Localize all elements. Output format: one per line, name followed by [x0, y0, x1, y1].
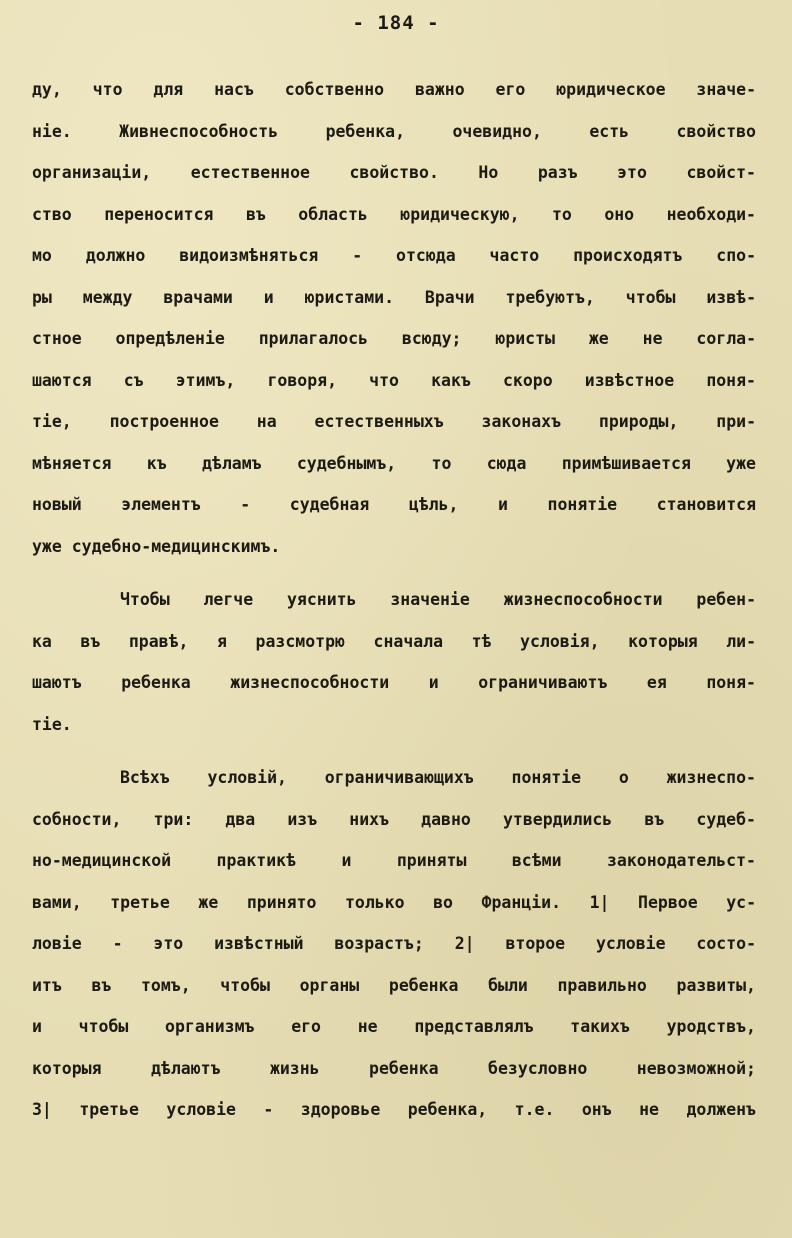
text-line: шаютъ ребенка жизнеспособности и ограничиваютъ ея поня- — [32, 673, 756, 692]
text-line: 3| третье условiе - здоровье ребенка, т.е. онъ не долженъ — [32, 1100, 756, 1119]
text-line: стное опредѣленiе прилагалось всюду; юристы же не согла- — [32, 329, 756, 348]
text-line: но-медицинской практикѣ и приняты всѣми законодательст- — [32, 851, 756, 870]
text-line: которыя дѣлаютъ жизнь ребенка безусловно невозможной; — [32, 1058, 756, 1078]
text-line: тiе, построенное на естественныхъ законахъ природы, при- — [32, 412, 756, 431]
text-line: ловiе - это извѣстный возрастъ; 2| второе условiе состо- — [32, 934, 756, 953]
text-line: мо должно видоизмѣняться - отсюда часто происходятъ спо- — [32, 246, 756, 265]
text-line: шаются съ этимъ, говоря, что какъ скоро извѣстное поня- — [32, 370, 756, 390]
text-line: и чтобы организмъ его не представлялъ такихъ уродствъ, — [32, 1017, 756, 1036]
paragraph-3 — [32, 757, 756, 1131]
text-line: новый элементъ - судебная цѣль, и понятiе становится — [32, 495, 756, 514]
page-number: - 184 - — [352, 12, 440, 34]
paragraph-gap — [32, 745, 756, 757]
text-line: итъ въ томъ, чтобы органы ребенка были правильно развиты, — [32, 975, 756, 995]
text-line: уже судебно-медицинскимъ. — [32, 536, 281, 556]
paragraph-1 — [32, 69, 756, 567]
text-line: ду, что для насъ собственно важно его юридическое значе- — [32, 80, 756, 99]
text-line: Всѣхъ условiй, ограничивающихъ понятiе о жизнеспо- — [120, 768, 756, 787]
paragraph-gap — [32, 567, 756, 579]
text-line: ка въ правѣ, я разсмотрю сначала тѣ условiя, которыя ли- — [32, 631, 756, 651]
paragraph-2 — [32, 579, 756, 745]
text-line: мѣняется къ дѣламъ судебнымъ, то сюда примѣшивается уже — [32, 453, 756, 473]
text-line: нiе. Живнеспособность ребенка, очевидно, есть свойство — [32, 121, 756, 141]
text-line: Чтобы легче уяснить значенiе жизнеспособности ребен- — [120, 590, 756, 609]
text-line: тiе. — [32, 714, 72, 734]
text-line: собности, три: два изъ нихъ давно утвердились въ судеб- — [32, 809, 756, 829]
text-line: организацiи, естественное свойство. Но разъ это свойст- — [32, 163, 756, 182]
text-line: ры между врачами и юристами. Врачи требуютъ, чтобы извѣ- — [32, 287, 756, 307]
text-line: вами, третье же принято только во Францiи. 1| Первое ус- — [32, 892, 756, 912]
text-body — [32, 69, 756, 1131]
text-line: ство переносится въ область юридическую, то оно необходи- — [32, 204, 756, 224]
